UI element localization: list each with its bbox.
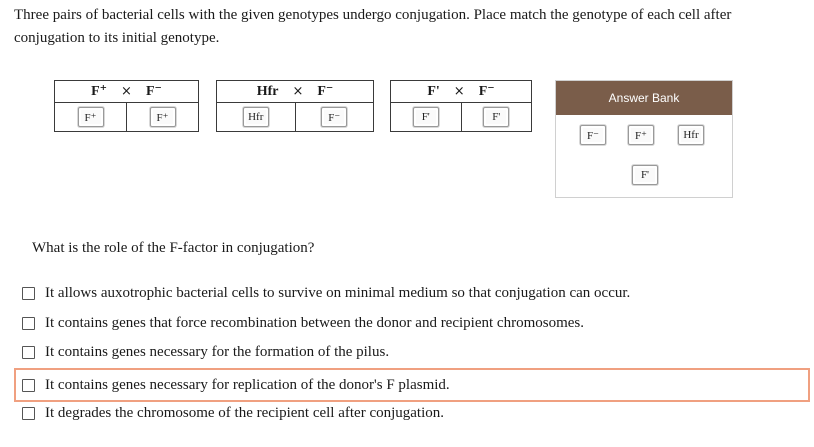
option-label: It degrades the chromosome of the recipient cell after conjugation. (45, 404, 445, 421)
bank-tile[interactable]: F' (632, 165, 658, 185)
genotype-label: F⁻ (317, 84, 334, 99)
genotype-label: F⁻ (145, 84, 162, 99)
genotype-label: Hfr (256, 83, 279, 99)
drop-slot[interactable] (217, 103, 296, 131)
answer-option[interactable] (16, 280, 812, 306)
drop-slot[interactable] (391, 103, 462, 131)
times-icon: × (121, 84, 132, 99)
drop-slot[interactable] (462, 103, 532, 131)
checkbox[interactable] (22, 379, 35, 392)
checkbox[interactable] (22, 287, 35, 300)
placed-tile[interactable]: F⁺ (150, 107, 176, 127)
option-label: It contains genes necessary for the formation of the pilus. (45, 343, 390, 360)
placed-tile[interactable]: F' (413, 107, 439, 127)
pair-box-1 (54, 80, 199, 132)
bank-tile[interactable]: Hfr (678, 125, 704, 145)
pair-header (55, 81, 198, 103)
second-question: What is the role of the F-factor in conjugation? (32, 240, 315, 256)
answer-option[interactable] (16, 310, 812, 336)
pair-header (217, 81, 373, 103)
placed-tile[interactable]: F⁺ (78, 107, 104, 127)
drop-slot[interactable] (127, 103, 198, 131)
option-label: It contains genes that force recombination between the donor and recipient chromosomes. (45, 314, 584, 331)
genotype-label: F⁻ (478, 84, 495, 99)
option-label: It contains genes necessary for replication of the donor's F plasmid. (45, 376, 450, 393)
bank-tile[interactable]: F⁺ (628, 125, 654, 145)
placed-tile[interactable]: Hfr (243, 107, 269, 127)
checkbox[interactable] (22, 407, 35, 420)
genotype-label: F⁺ (91, 84, 108, 99)
pair-box-3 (390, 80, 532, 132)
answer-option-highlighted[interactable] (14, 368, 810, 402)
pair-box-2 (216, 80, 374, 132)
answer-option[interactable] (16, 400, 812, 426)
genotype-label: F' (427, 83, 440, 99)
drop-slot[interactable] (55, 103, 127, 131)
bank-tile[interactable]: F⁻ (580, 125, 606, 145)
answer-option[interactable] (16, 339, 812, 365)
answer-bank (555, 80, 733, 198)
checkbox[interactable] (22, 346, 35, 359)
checkbox[interactable] (22, 317, 35, 330)
placed-tile[interactable]: F' (483, 107, 509, 127)
times-icon: × (292, 84, 304, 99)
answer-bank-title: Answer Bank (556, 81, 732, 115)
pair-header (391, 81, 531, 103)
question-prompt: Three pairs of bacterial cells with the given genotypes undergo conjugation. Place match the genotype of each cell after conjugation to its initial genotype. (14, 7, 732, 46)
placed-tile[interactable]: F⁻ (321, 107, 347, 127)
drop-slot[interactable] (296, 103, 374, 131)
answer-bank-tiles (556, 115, 732, 197)
option-label: It allows auxotrophic bacterial cells to survive on minimal medium so that conjugation can occur. (45, 284, 631, 301)
times-icon: × (453, 84, 465, 99)
